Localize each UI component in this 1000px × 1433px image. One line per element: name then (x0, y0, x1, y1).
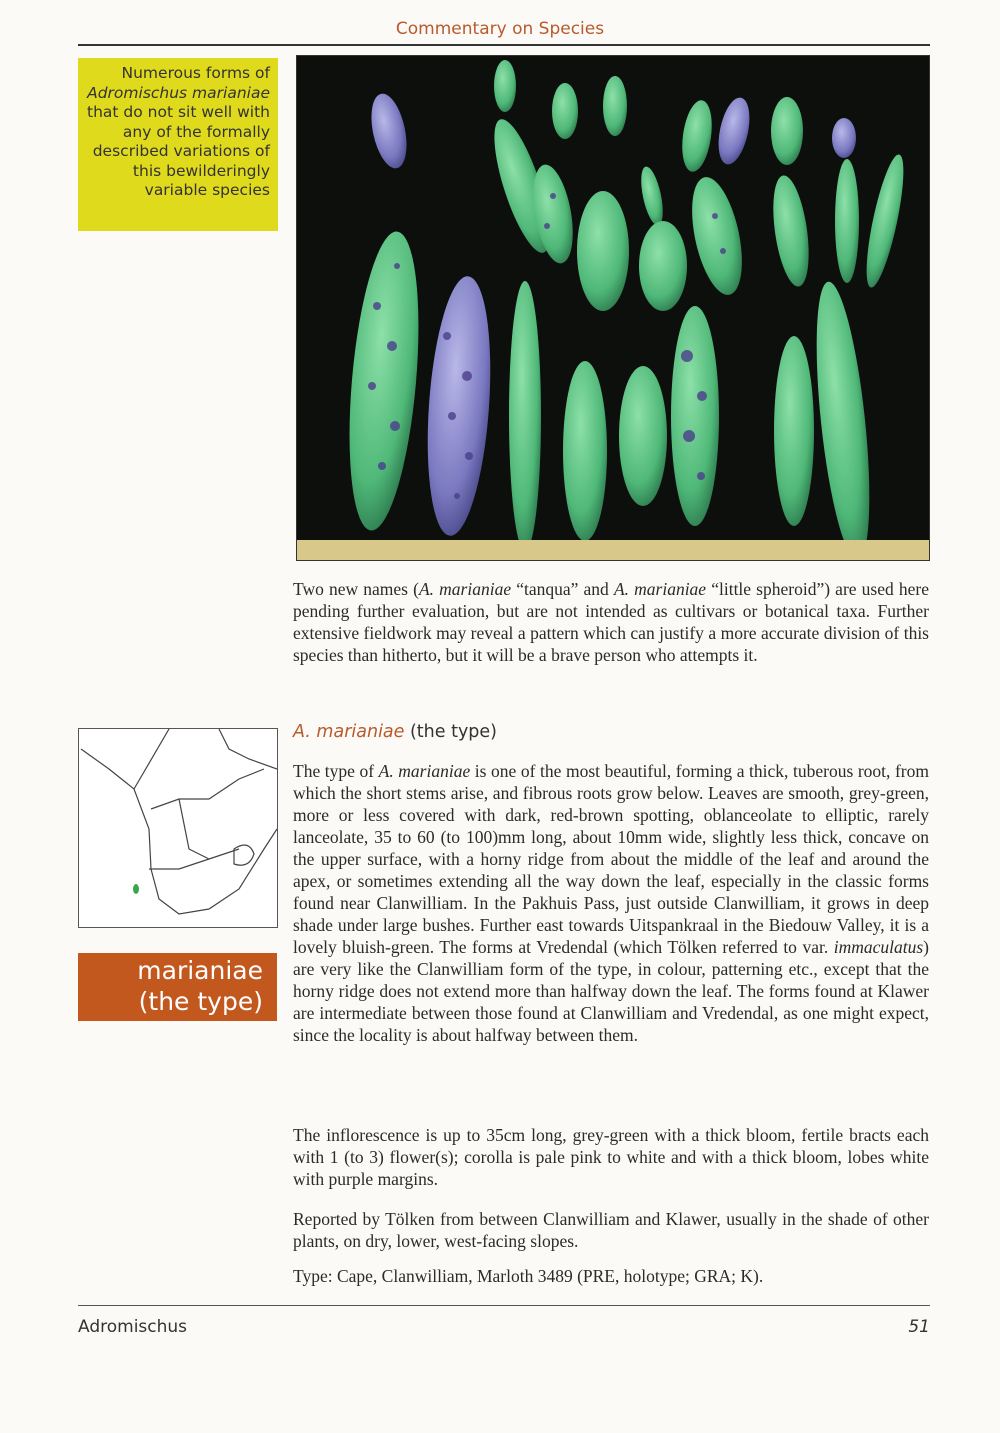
leaf-specimens-image (297, 56, 929, 560)
species-name-line2: (the type) (138, 987, 263, 1016)
species-name-label (78, 953, 277, 1021)
species-name-line1: marianiae (137, 956, 263, 985)
caption-species-name: Adromischus marianiae (87, 83, 270, 102)
section-heading: A. marianiae (the type) (293, 722, 498, 742)
southern-africa-map (79, 729, 277, 927)
photo-caption (78, 58, 278, 231)
leaf-specimens-photo (296, 55, 930, 561)
caption-line1: Numerous forms of (121, 64, 270, 82)
running-head: Commentary on Species (395, 19, 605, 39)
section-paragraph-2: The inflorescence is up to 35cm long, grey-green with a thick bloom, fertile bracts each with 1 (to 3) flower(s); corolla is pale pink to white and with a thick bloom, lobes white with purple margins. (293, 1125, 929, 1189)
bottom-rule (78, 1305, 930, 1306)
section-paragraph-3: Reported by Tölken from between Clanwilliam and Klawer, usually in the shade of other plants, on dry, lower, west-facing slopes. (293, 1209, 929, 1251)
section-paragraph-1: The type of A. marianiae is one of the most beautiful, forming a thick, tuberous root, from which the short stems arise, and fibrous roots grow below. Leaves are smooth, grey-green, more or less covered with dark, red-brown spotting, oblanceolate to elliptic, rarely lanceolate, 35 to 60 (to 100)mm long, about 10mm wide, slightly less thick, concave on the upper surface, with a horny ridge from about the middle of the leaf and around the apex, or sometimes extending all the way down the leaf, especially in the classic forms found near Clanwilliam. In the Pakhuis Pass, just outside Clanwilliam, it grows in deep shade under large bushes. Further east towards Uitspankraal in the Biedouw Valley, it is a lovely bluish-green. The forms at Vredendal (which Tölken referred to var. immaculatus) are very like the Clanwilliam form of the type, in colour, patterning etc., except that the horny ridge does not extend more than halfway down the leaf. The forms found at Klawer are intermediate between those found at Clanwilliam and Vredendal, as one might expect, since the locality is about halfway between them. (293, 761, 929, 1045)
section-paragraph-4: Type: Cape, Clanwilliam, Marloth 3489 (PRE, holotype; GRA; K). (293, 1266, 764, 1286)
intro-paragraph: Two new names (A. marianiae “tanqua” and A. marianiae “little spheroid”) are used here pending further evaluation, but are not intended as cultivars or botanical taxa. Further extensive fieldwork may reveal a pattern which can justify a more accurate division of this species than hitherto, but it will be a brave person who attempts it. (293, 579, 929, 665)
book-title: Adromischus (78, 1317, 188, 1337)
top-rule (78, 44, 930, 46)
distribution-map (78, 728, 278, 928)
page-number: 51 (908, 1317, 930, 1337)
caption-rest: that do not sit well with any of the formally described variations of this bewilderingly variable species (87, 103, 270, 199)
